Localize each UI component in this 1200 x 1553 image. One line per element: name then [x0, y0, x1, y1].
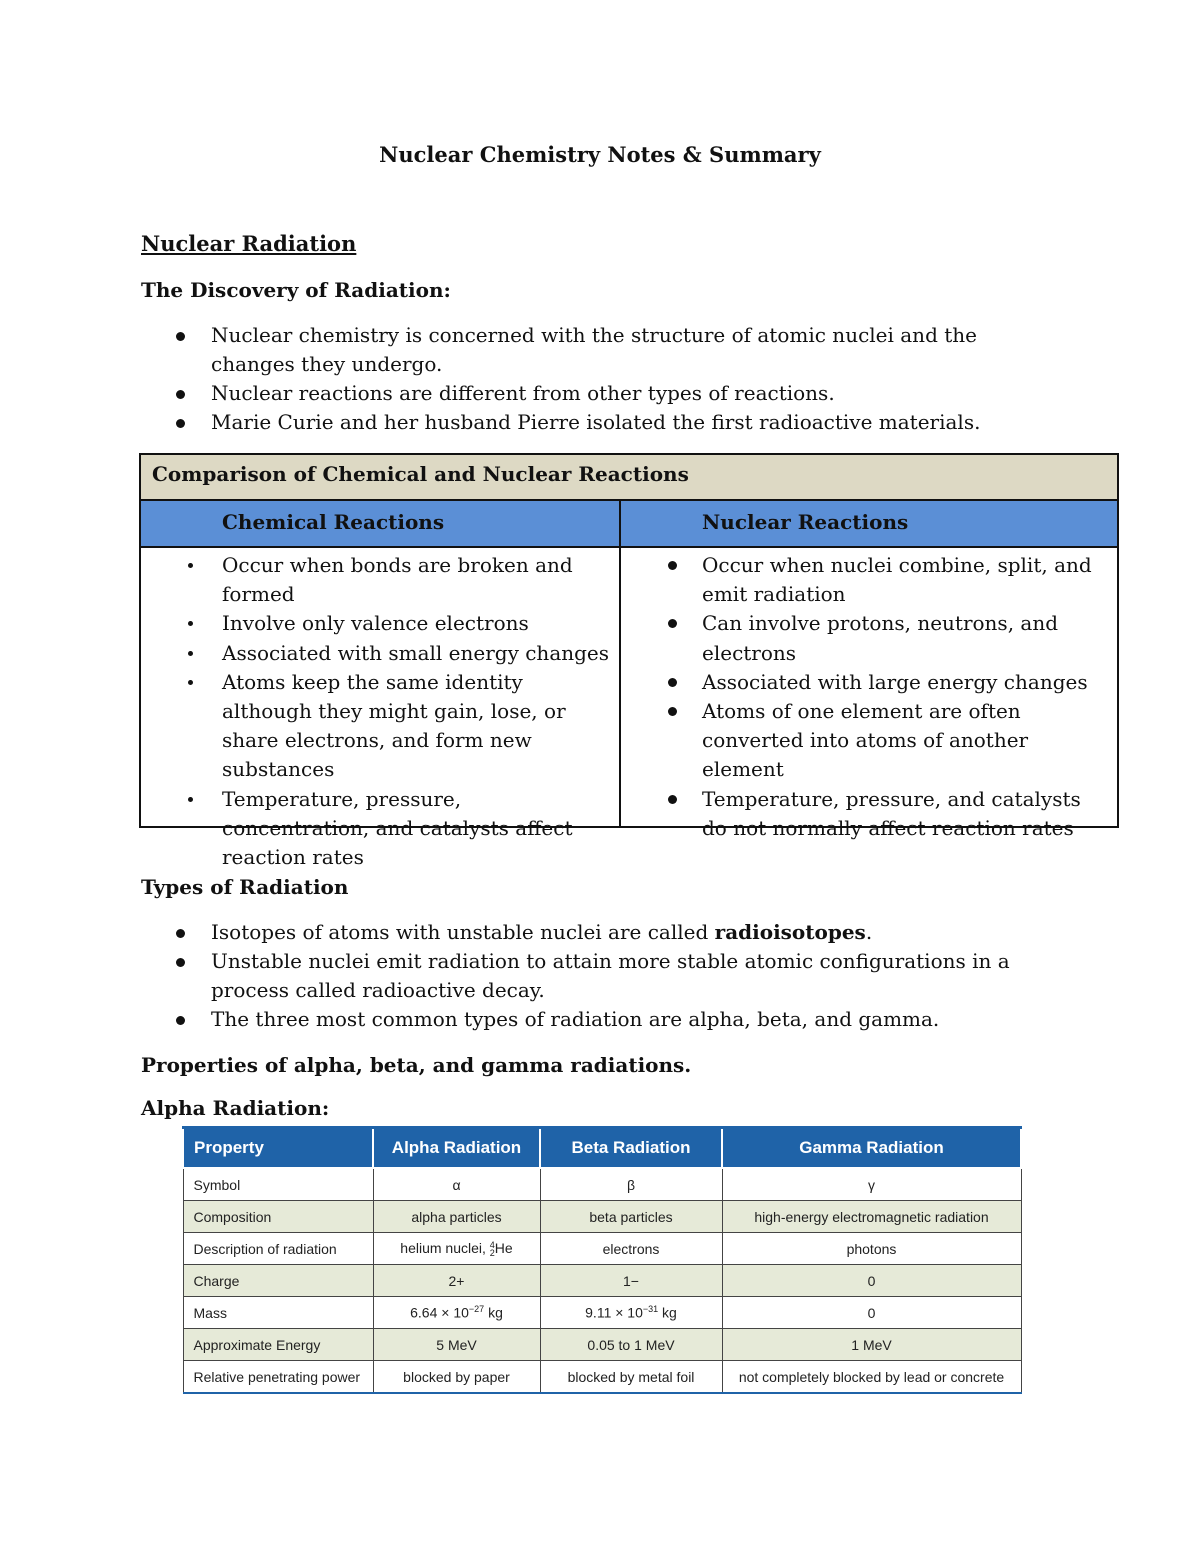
column-header-beta: Beta Radiation [540, 1128, 722, 1169]
helium-symbol: He [494, 1239, 513, 1256]
column-header-property: Property [183, 1128, 373, 1169]
helium-mass-number: 4 [489, 1240, 495, 1251]
table-row [183, 1201, 1021, 1233]
table-cell: Mass [183, 1297, 373, 1329]
radioisotopes-term: radioisotopes [714, 920, 866, 944]
list-item: Temperature, pressure, and catalysts do not normally affect reaction rates [621, 785, 1111, 843]
table-cell: not completely blocked by lead or concrete [722, 1361, 1021, 1394]
chemical-reactions-list [141, 551, 611, 872]
table-cell: 1 MeV [722, 1329, 1021, 1361]
list-item: Involve only valence electrons [141, 609, 611, 638]
heading-properties: Properties of alpha, beta, and gamma radiations. [141, 1053, 692, 1077]
subheading-discovery: The Discovery of Radiation: [141, 278, 451, 302]
table-cell: Charge [183, 1265, 373, 1297]
table-cell: blocked by metal foil [540, 1361, 722, 1394]
radiation-properties-table [182, 1126, 1022, 1394]
table-cell: 0.05 to 1 MeV [540, 1329, 722, 1361]
types-bullet-list [141, 918, 1061, 1034]
table-cell: beta particles [540, 1201, 722, 1233]
list-item-text: Isotopes of atoms with unstable nuclei are called [211, 920, 715, 944]
table-cell: 5 MeV [373, 1329, 540, 1361]
table-cell: photons [722, 1233, 1021, 1265]
table-cell: α [373, 1168, 540, 1201]
discovery-bullet-list [141, 321, 1061, 437]
list-item: Nuclear reactions are different from other types of reactions. [141, 379, 1061, 408]
table-cell [373, 1297, 540, 1329]
table-cell: 2+ [373, 1265, 540, 1297]
table-cell: alpha particles [373, 1201, 540, 1233]
chemical-reactions-header [141, 501, 621, 548]
table-cell: blocked by paper [373, 1361, 540, 1394]
mass-unit: kg [658, 1304, 677, 1321]
table-cell: Approximate Energy [183, 1329, 373, 1361]
table-cell: 0 [722, 1265, 1021, 1297]
column-header-alpha: Alpha Radiation [373, 1128, 540, 1169]
section-heading-nuclear-radiation: Nuclear Radiation [141, 231, 357, 256]
table-cell [373, 1233, 540, 1265]
table-cell: electrons [540, 1233, 722, 1265]
mass-exponent: −27 [468, 1304, 485, 1315]
list-item: Marie Curie and her husband Pierre isolated the first radioactive materials. [141, 408, 1061, 437]
table-cell: Symbol [183, 1168, 373, 1201]
page-title: Nuclear Chemistry Notes & Summary [379, 142, 821, 167]
chemical-reactions-header-label: Chemical Reactions [222, 510, 445, 534]
comparison-table [139, 453, 1119, 870]
list-item: Occur when bonds are broken and formed [141, 551, 611, 609]
nuclear-reactions-list [621, 551, 1111, 843]
table-header-row [183, 1128, 1021, 1169]
list-item: Associated with small energy changes [141, 639, 611, 668]
table-cell: high-energy electromagnetic radiation [722, 1201, 1021, 1233]
table-row [183, 1233, 1021, 1265]
table-cell [540, 1297, 722, 1329]
list-item [141, 918, 1061, 947]
table-row [183, 1329, 1021, 1361]
table-cell: 1− [540, 1265, 722, 1297]
table-cell-text: helium nuclei, [400, 1239, 490, 1256]
table-cell: 0 [722, 1297, 1021, 1329]
table-cell-text: 9.11 × 10 [585, 1304, 643, 1321]
list-item: Nuclear chemistry is concerned with the structure of atomic nuclei and the changes they undergo. [141, 321, 1061, 379]
list-item: Occur when nuclei combine, split, and emit radiation [621, 551, 1111, 609]
list-item: Atoms keep the same identity although they might gain, lose, or share electrons, and form new substances [141, 668, 611, 785]
table-row [183, 1168, 1021, 1201]
helium-atomic-number: 2 [489, 1248, 495, 1259]
section-heading-types-of-radiation: Types of Radiation [141, 875, 349, 899]
list-item: The three most common types of radiation are alpha, beta, and gamma. [141, 1005, 1061, 1034]
comparison-table-title-row [141, 455, 1117, 501]
table-cell: β [540, 1168, 722, 1201]
list-item: Unstable nuclei emit radiation to attain more stable atomic configurations in a process called radioactive decay. [141, 947, 1061, 1005]
list-item: Associated with large energy changes [621, 668, 1111, 697]
table-cell: Description of radiation [183, 1233, 373, 1265]
table-cell: Relative penetrating power [183, 1361, 373, 1394]
table-cell: γ [722, 1168, 1021, 1201]
mass-exponent: −31 [642, 1304, 659, 1315]
list-item-text-end: . [865, 920, 873, 944]
column-header-gamma: Gamma Radiation [722, 1128, 1021, 1169]
table-row [183, 1265, 1021, 1297]
nuclear-reactions-header [621, 501, 1117, 548]
table-cell-text: 6.64 × 10 [410, 1304, 469, 1321]
table-row [183, 1297, 1021, 1329]
list-item: Temperature, pressure, concentration, and catalysts affect reaction rates [141, 785, 611, 873]
list-item: Can involve protons, neutrons, and electrons [621, 609, 1111, 667]
subheading-alpha-radiation: Alpha Radiation: [141, 1096, 330, 1120]
nuclear-reactions-header-label: Nuclear Reactions [702, 510, 909, 534]
table-row [183, 1361, 1021, 1394]
list-item: Atoms of one element are often converted into atoms of another element [621, 697, 1111, 785]
table-cell: Composition [183, 1201, 373, 1233]
comparison-table-title: Comparison of Chemical and Nuclear Reactions [152, 462, 689, 486]
mass-unit: kg [484, 1304, 503, 1321]
